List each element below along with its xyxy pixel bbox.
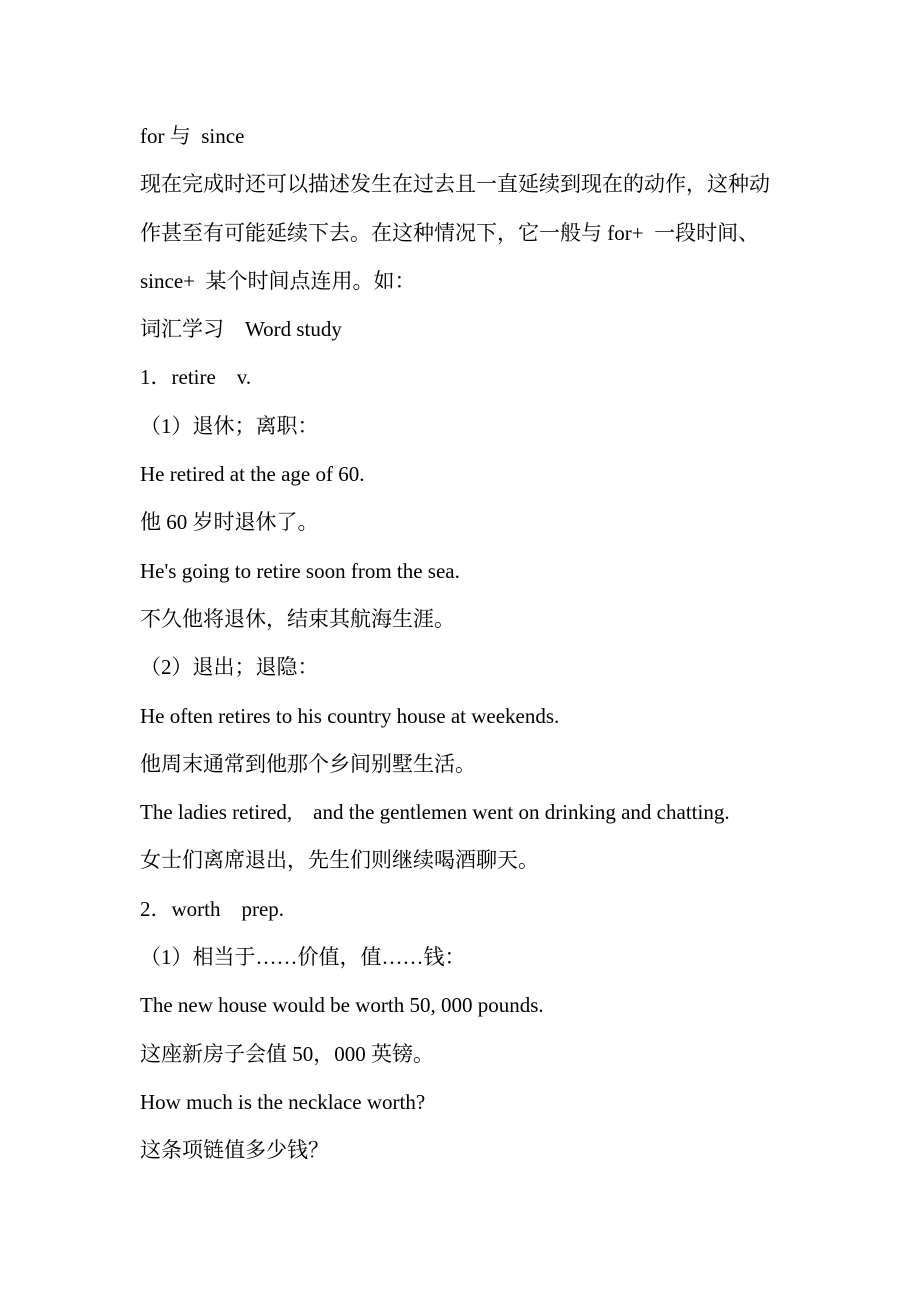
example-en: He retired at the age of 60. — [140, 462, 365, 487]
example-en: How much is the necklace worth? — [140, 1089, 426, 1114]
example-en: He often retires to his country house at weekends. — [140, 703, 560, 728]
example-en: He's going to retire soon from the sea. — [140, 558, 460, 583]
example-zh: 他周末通常到他那个乡间别墅生活。 — [140, 751, 476, 776]
section-heading-word-study: 词汇学习 Word study — [140, 317, 342, 342]
sense-heading: （1）相当于……价值，值……钱： — [140, 945, 466, 970]
word-entry-worth: 2．worth prep. — [140, 896, 285, 921]
section-heading-for-since: for 与 since — [140, 124, 245, 148]
document-body — [140, 112, 840, 1175]
example-zh: 这座新房子会值 50，000 英镑。 — [140, 1041, 434, 1066]
paragraph-line: 作甚至有可能延续下去。在这种情况下，它一般与 for+ 一段时间、 — [140, 220, 760, 245]
word-entry-retire: 1．retire v. — [140, 365, 252, 390]
example-zh: 这条项链值多少钱？ — [140, 1138, 329, 1163]
paragraph-line: since+ 某个时间点连用。如： — [140, 268, 416, 293]
example-zh: 他 60 岁时退休了。 — [140, 510, 319, 535]
sense-heading: （2）退出；退隐： — [140, 655, 319, 680]
example-zh: 女士们离席退出，先生们则继续喝酒聊天。 — [140, 848, 539, 873]
paragraph-line: 现在完成时还可以描述发生在过去且一直延续到现在的动作，这种动 — [140, 172, 770, 197]
example-en: The new house would be worth 50, 000 pounds. — [140, 993, 544, 1018]
example-zh: 不久他将退休，结束其航海生涯。 — [140, 606, 455, 631]
sense-heading: （1）退休；离职： — [140, 413, 319, 438]
example-en: The ladies retired, and the gentlemen went on drinking and chatting. — [140, 800, 730, 825]
